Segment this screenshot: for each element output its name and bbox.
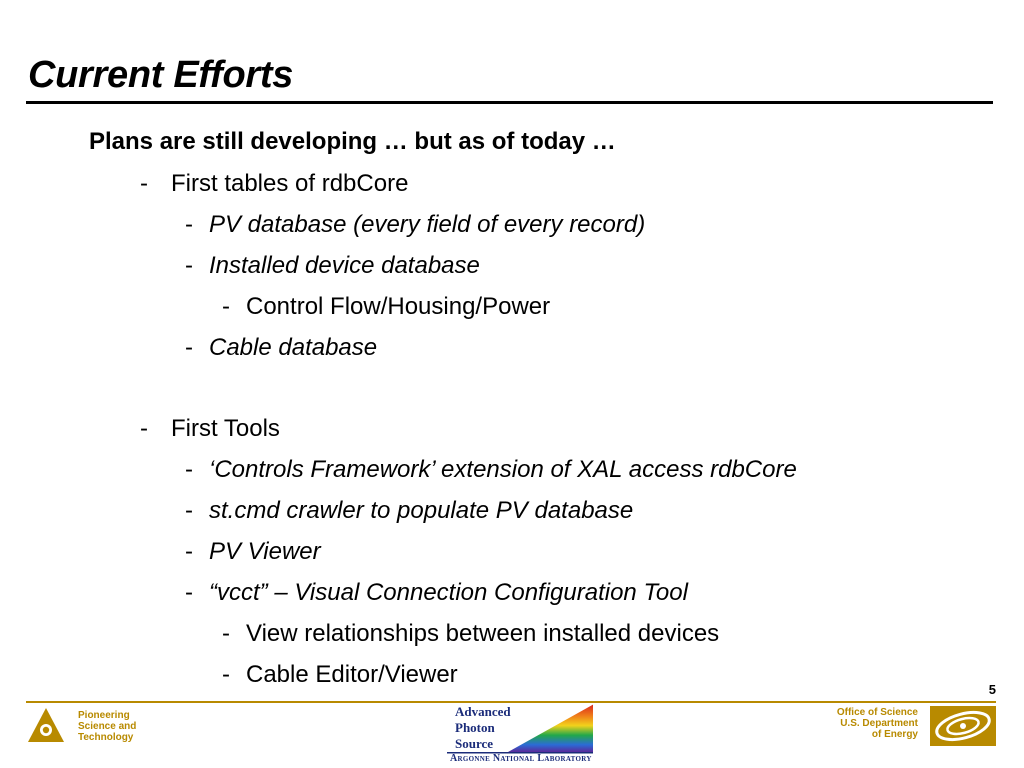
bullet-dash: - [185, 497, 193, 524]
tagline-line: Pioneering [78, 710, 130, 721]
bullet-text: “vcct” – Visual Connection Configuration Tool [209, 579, 688, 606]
bullet-text: Installed device database [209, 252, 480, 279]
bullet-item-level-2 [185, 251, 480, 281]
bullet-item-level-3 [222, 619, 719, 649]
bullet-text: st.cmd crawler to populate PV database [209, 497, 634, 524]
bullet-text: Control Flow/Housing/Power [246, 293, 551, 320]
bullet-text: Cable database [209, 334, 378, 361]
bullet-text: ‘Controls Framework’ extension of XAL access rdbCore [209, 456, 797, 483]
bullet-item-level-3 [222, 660, 458, 690]
bullet-item-level-2 [185, 455, 797, 485]
aps-line: Photon [455, 720, 495, 735]
title-divider [26, 101, 993, 104]
bullet-dash: - [185, 538, 193, 565]
bullet-item-level-1 [140, 414, 280, 444]
bullet-text: First Tools [171, 415, 280, 442]
bullet-dash: - [185, 579, 193, 606]
bullet-item-level-2 [185, 210, 645, 240]
argonne-lab-label: Argonne National Laboratory [450, 753, 592, 764]
bullet-dash: - [185, 252, 193, 279]
aps-line: Advanced [455, 704, 511, 719]
bullet-text: PV database (every field of every record) [209, 211, 646, 238]
bullet-text: Cable Editor/Viewer [246, 661, 458, 688]
aps-line: Source [455, 736, 494, 751]
bullet-dash: - [222, 661, 230, 688]
doe-line: of Energy [871, 729, 918, 740]
argonne-a-logo-icon [26, 706, 66, 746]
bullet-item-level-1 [140, 169, 408, 199]
bullet-dash: - [185, 211, 193, 238]
bullet-item-level-2 [185, 537, 321, 567]
bullet-dash: - [140, 415, 148, 442]
bullet-item-level-2 [185, 496, 633, 526]
bullet-dash: - [185, 334, 193, 361]
doe-line: Office of Science [836, 707, 918, 718]
doe-office-text [837, 707, 918, 740]
tagline-line: Science and [78, 721, 137, 732]
bullet-text: First tables of rdbCore [171, 170, 409, 197]
bullet-text: PV Viewer [209, 538, 321, 565]
bullet-item-level-3 [222, 292, 550, 322]
tagline-line: Technology [78, 732, 134, 743]
bullet-dash: - [222, 293, 230, 320]
bullet-item-level-2 [185, 578, 688, 608]
bullet-text: View relationships between installed devices [246, 620, 720, 647]
office-of-science-logo-icon [930, 706, 996, 746]
lead-heading: Plans are still developing … but as of today … [89, 128, 616, 155]
bullet-item-level-2 [185, 333, 377, 363]
doe-line: U.S. Department [840, 718, 918, 729]
page-number: 5 [988, 682, 996, 697]
bullet-dash: - [222, 620, 230, 647]
bullet-dash: - [185, 456, 193, 483]
tagline [78, 710, 136, 743]
slide-title: Current Efforts [28, 54, 294, 96]
bullet-dash: - [140, 170, 148, 197]
